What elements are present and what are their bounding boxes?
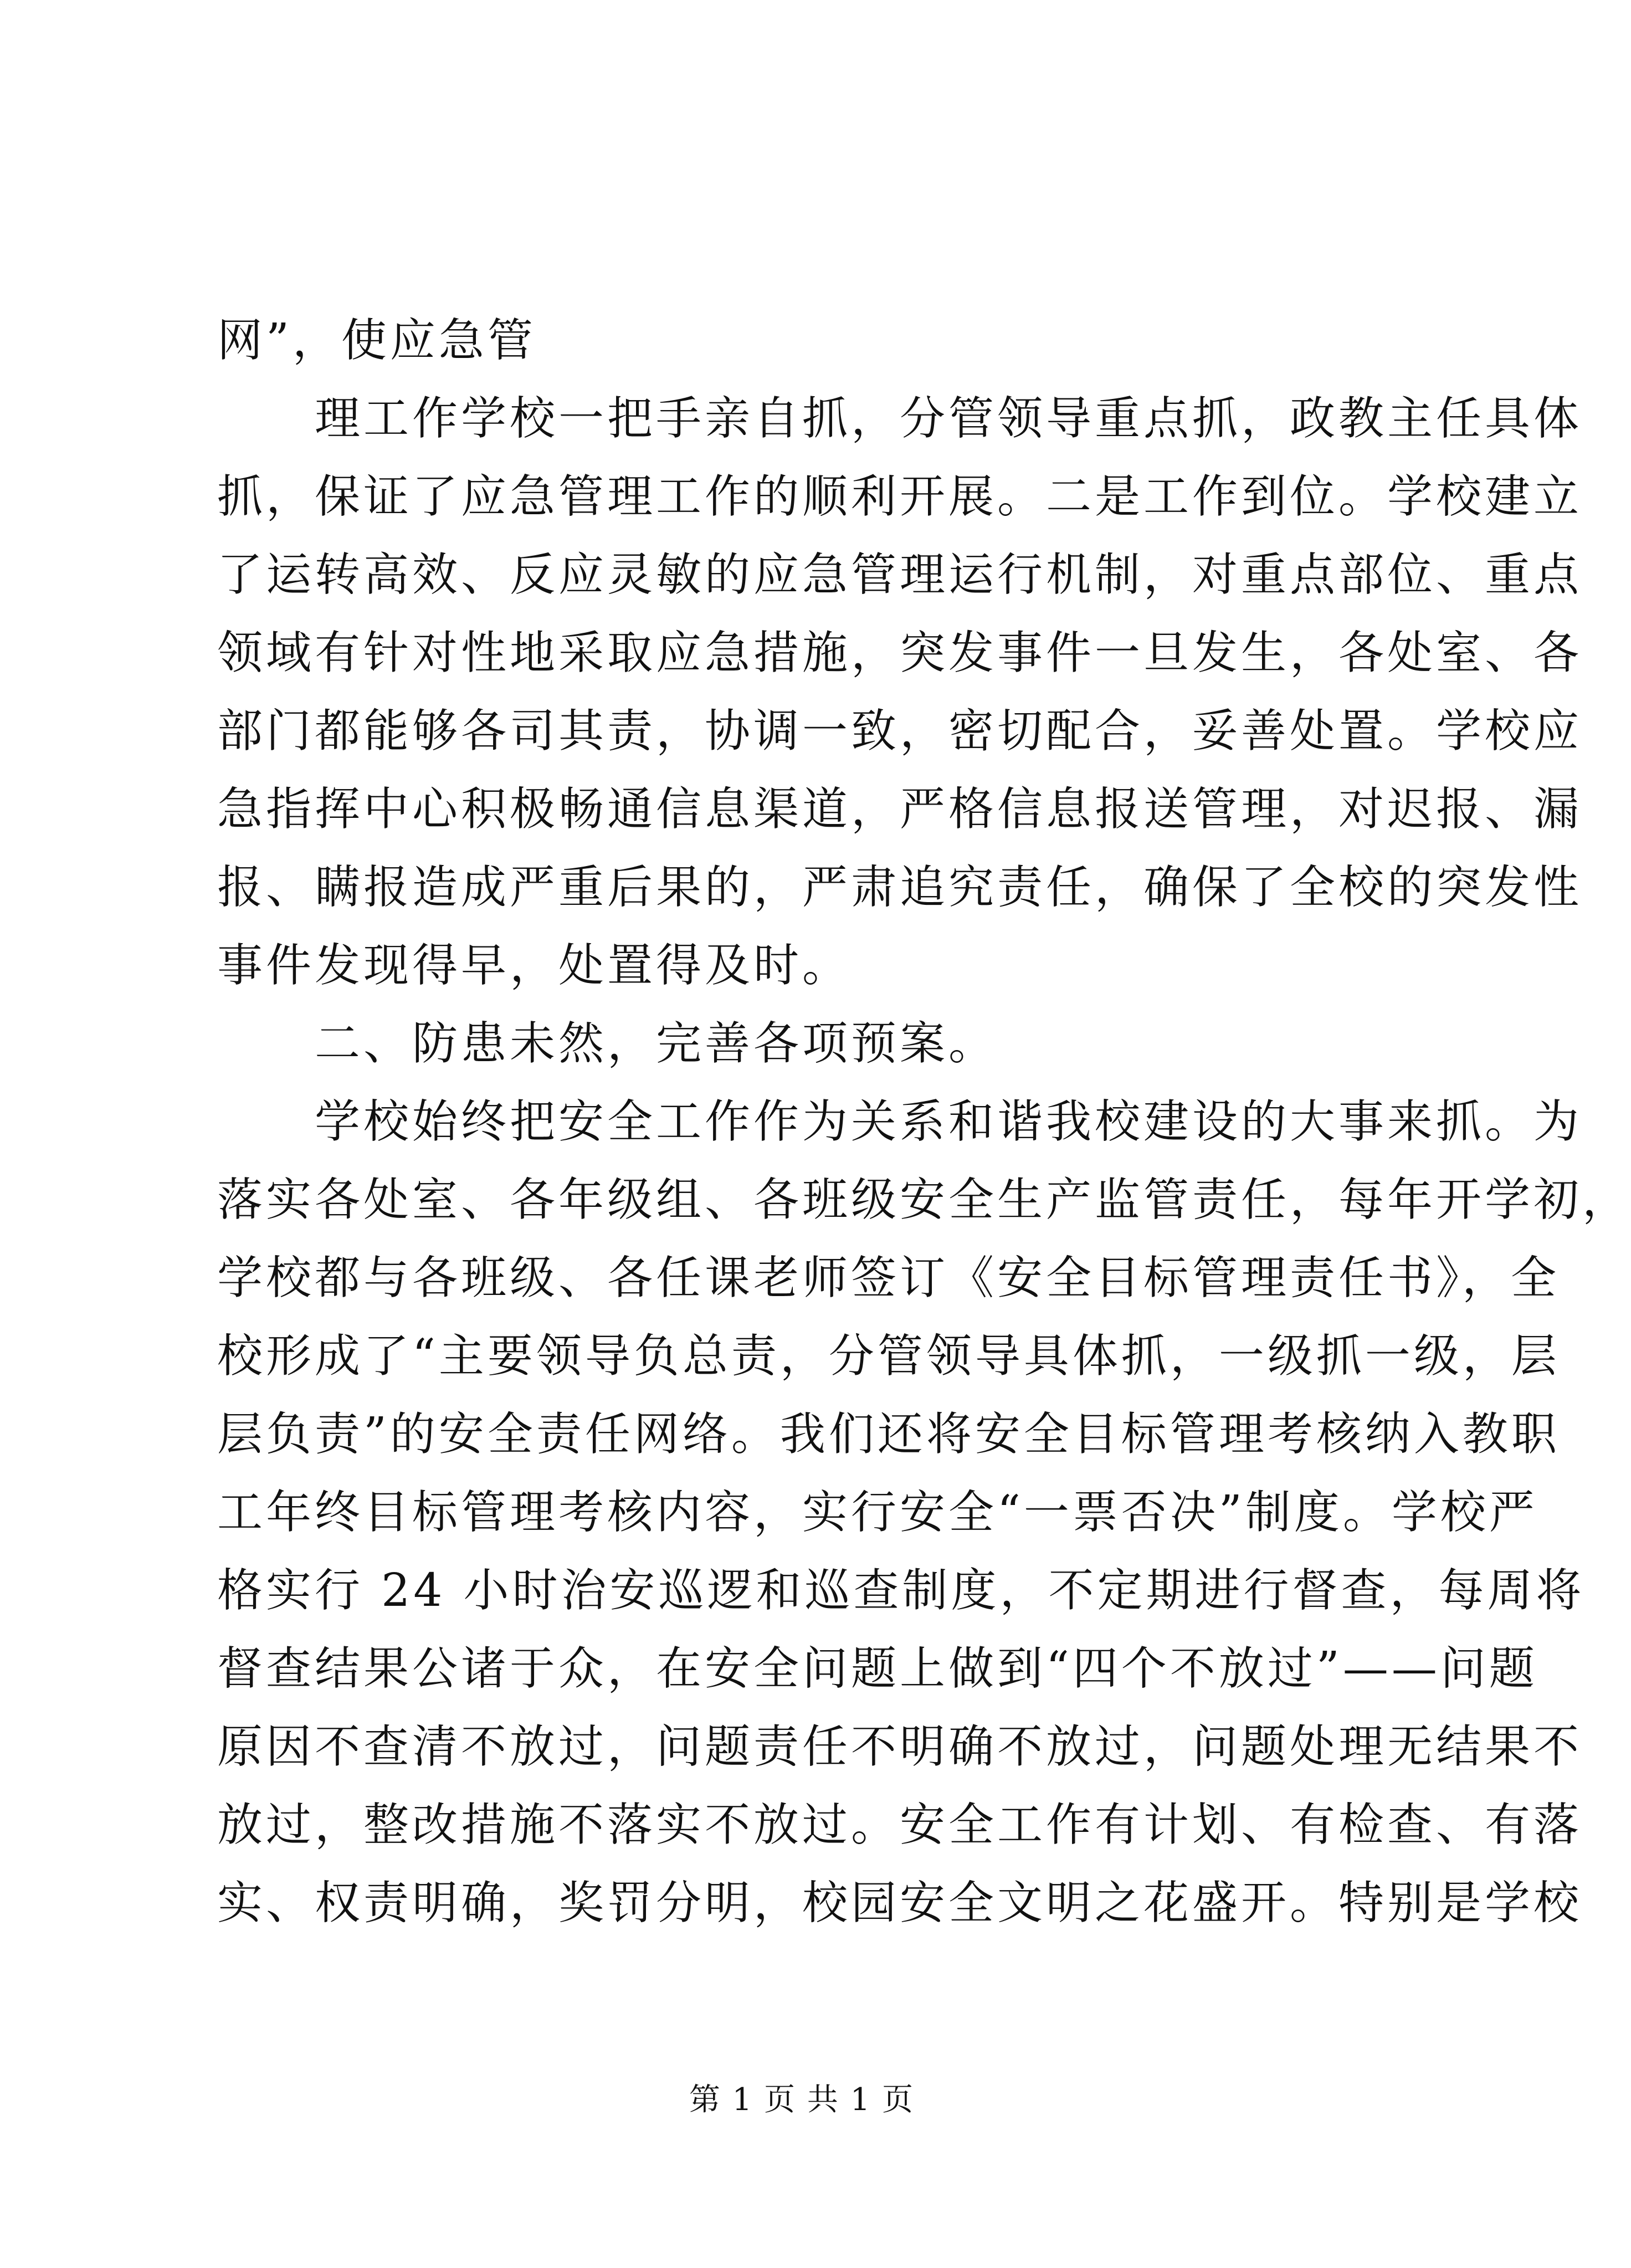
text-line: 部门都能够各司其责，协调一致，密切配合，妥善处置。学校应	[217, 705, 1583, 757]
text-line: 事件发现得早，处置得及时。	[217, 939, 852, 992]
text-line: 网”，使应急管	[217, 314, 536, 367]
text-line: 领域有针对性地采取应急措施，突发事件一旦发生，各处室、各	[217, 627, 1583, 679]
text-line: 工年终目标管理考核内容，实行安全“一票否决”制度。学校严	[217, 1486, 1538, 1539]
text-line: 理工作学校一把手亲自抓，分管领导重点抓，政教主任具体	[315, 392, 1583, 445]
text-line: 学校始终把安全工作作为关系和谐我校建设的大事来抓。为	[315, 1095, 1583, 1148]
text-line: 急指挥中心积极畅通信息渠道，严格信息报送管理，对迟报、漏	[217, 783, 1583, 836]
section-heading: 二、防患未然，完善各项预案。	[315, 1017, 998, 1070]
text-line: 报、瞒报造成严重后果的，严肃追究责任，确保了全校的突发性	[217, 861, 1583, 914]
text-line: 学校都与各班级、各任课老师签订《安全目标管理责任书》，全	[217, 1252, 1560, 1304]
page-footer	[0, 2081, 1603, 2119]
text-line: 督查结果公诸于众，在安全问题上做到“四个不放过”——问题	[217, 1642, 1538, 1695]
text-line: 了运转高效、反应灵敏的应急管理运行机制，对重点部位、重点	[217, 549, 1583, 601]
text-line: 校形成了“主要领导负总责，分管领导具体抓，一级抓一级，层	[217, 1330, 1560, 1383]
text-line: 层负责”的安全责任网络。我们还将安全目标管理考核纳入教职	[217, 1408, 1560, 1461]
text-line: 放过，整改措施不落实不放过。安全工作有计划、有检查、有落	[217, 1799, 1583, 1851]
text-line: 实、权责明确，奖罚分明，校园安全文明之花盛开。特别是学校	[217, 1877, 1583, 1929]
text-line: 落实各处室、各年级组、各班级安全生产监管责任，每年开学初，	[217, 1174, 1631, 1226]
body-text	[217, 301, 1631, 1942]
text-line: 格实行 24 小时治安巡逻和巡查制度，不定期进行督查，每周将	[217, 1564, 1585, 1617]
page-number: 第 1 页 共 1 页	[689, 2082, 915, 2118]
text-line: 原因不查清不放过，问题责任不明确不放过，问题处理无结果不	[217, 1721, 1583, 1773]
text-line: 抓，保证了应急管理工作的顺利开展。二是工作到位。学校建立	[217, 470, 1583, 523]
